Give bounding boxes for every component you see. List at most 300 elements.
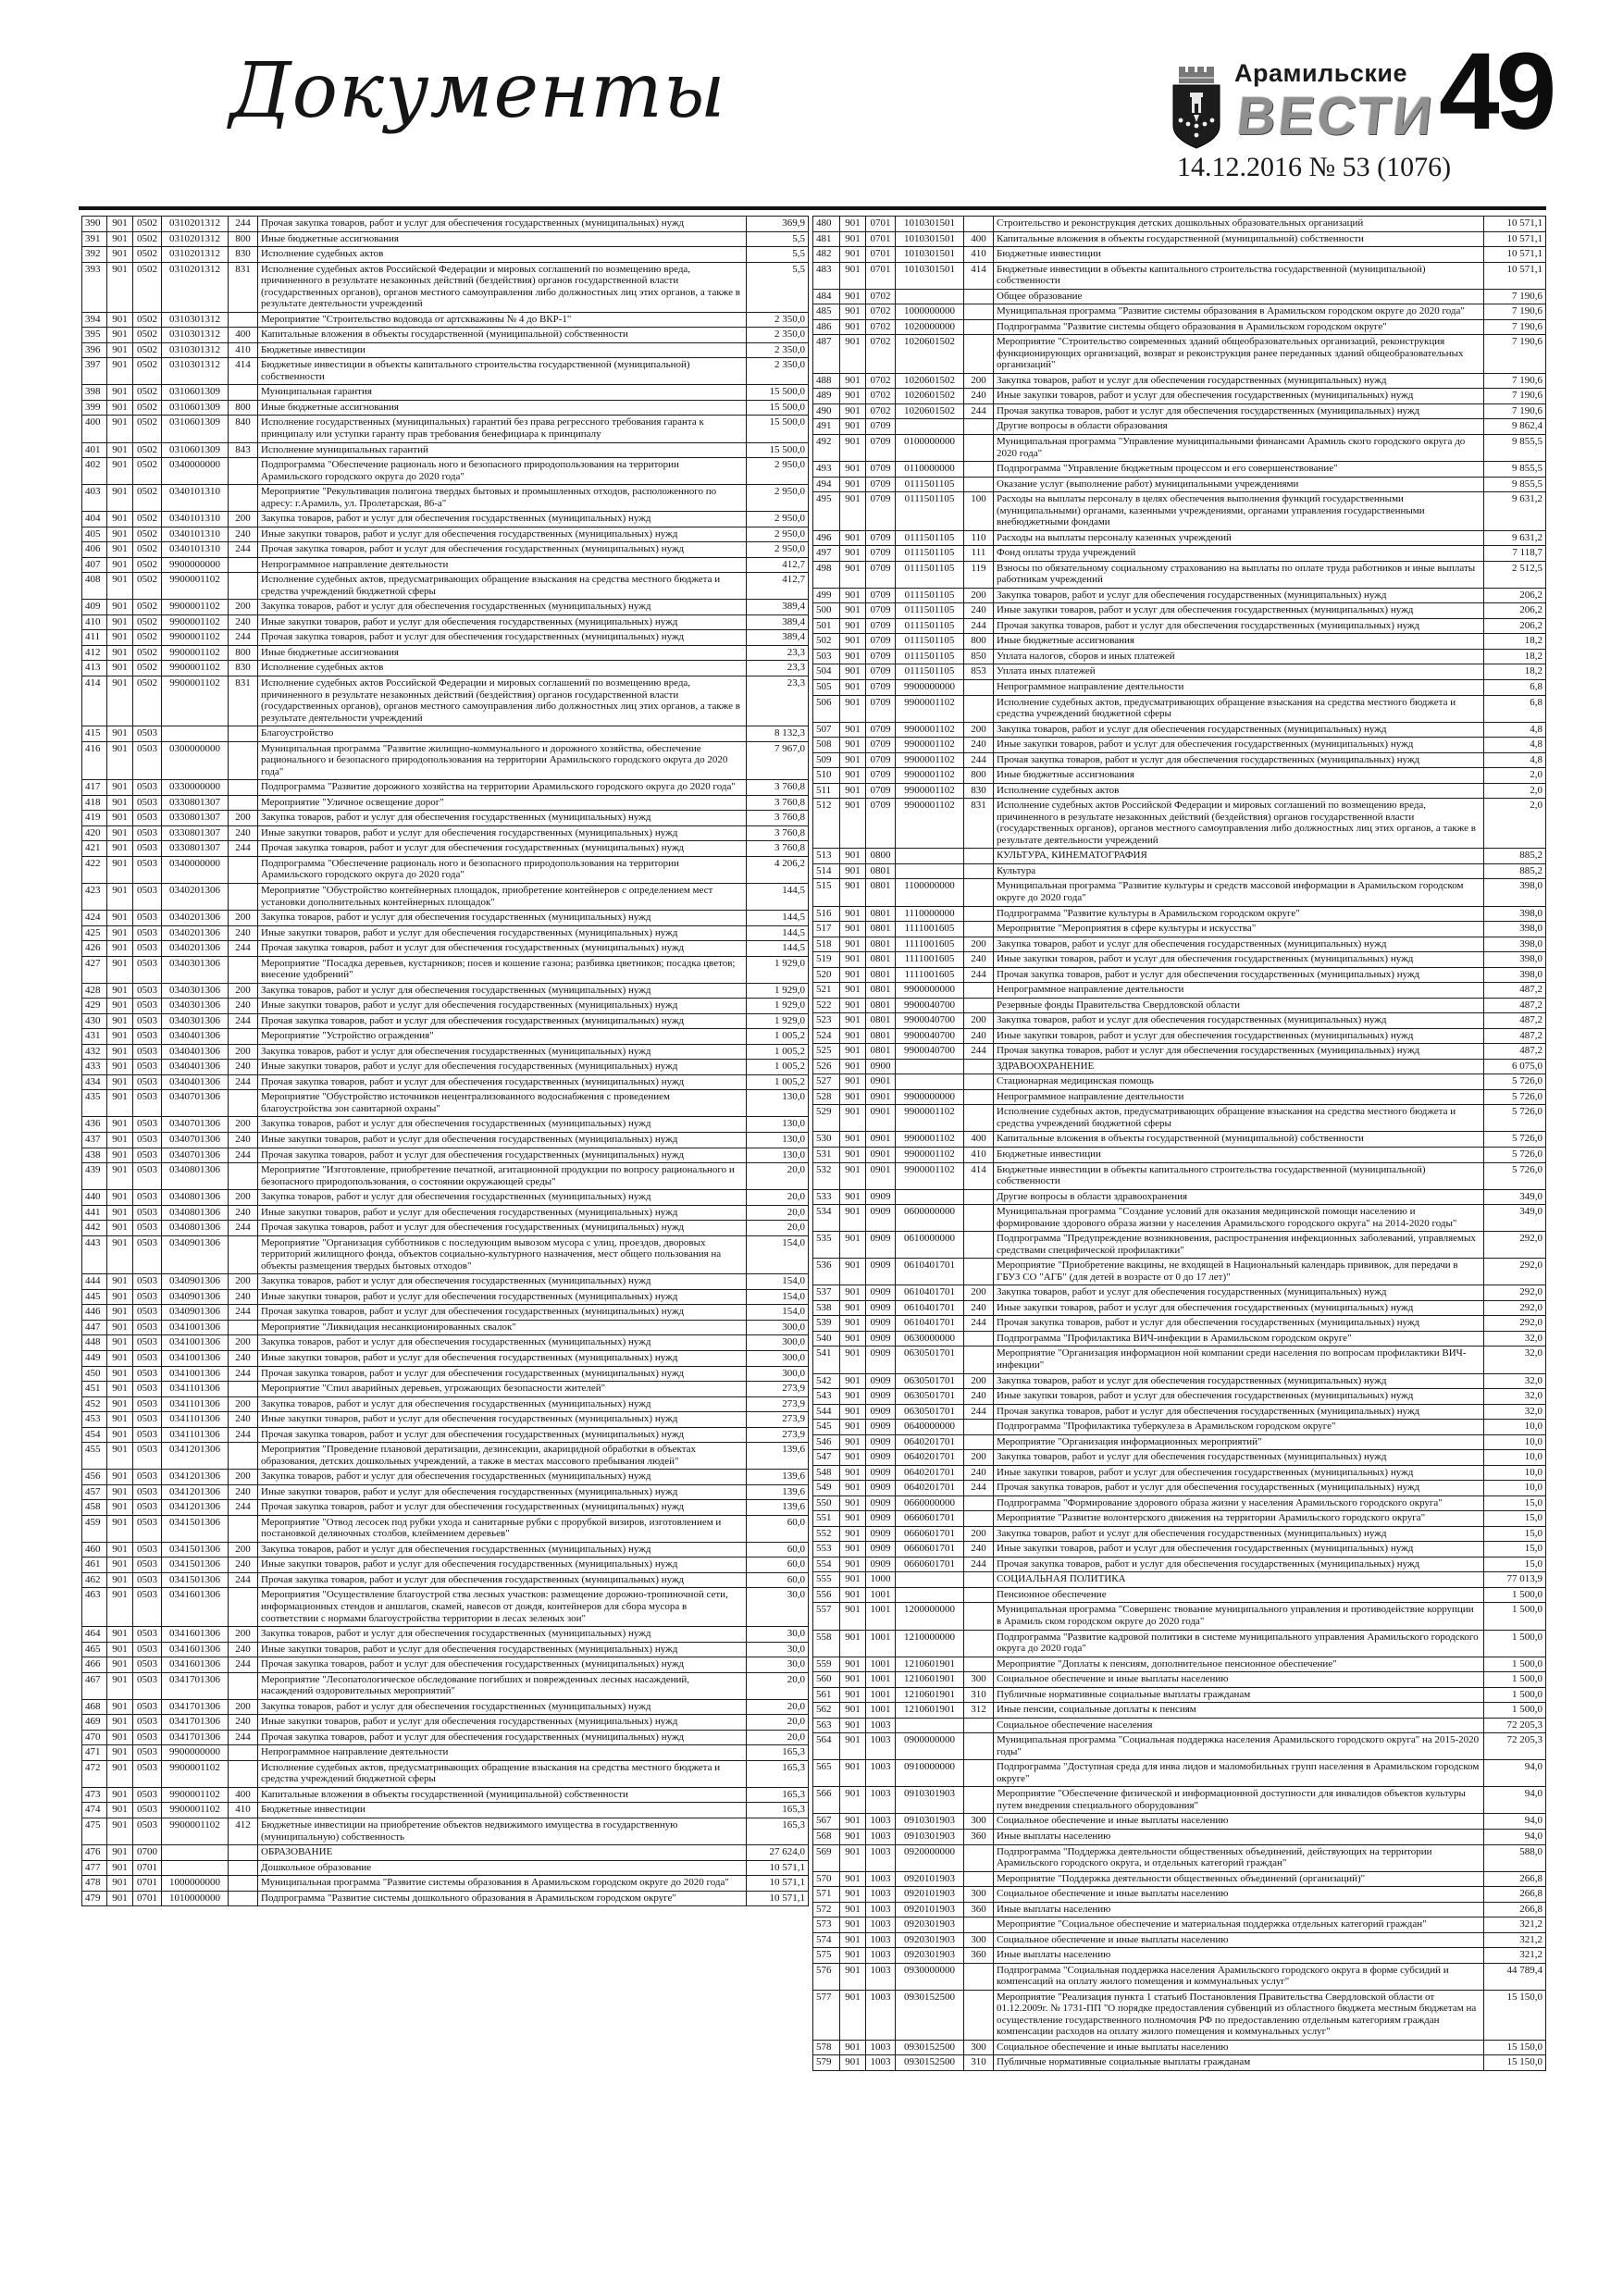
section-code-cell: 0503 bbox=[133, 1500, 162, 1516]
description-cell: Иные бюджетные ассигнования bbox=[258, 645, 747, 661]
amount-cell: 5,5 bbox=[747, 247, 809, 263]
row-number-cell: 425 bbox=[82, 925, 107, 941]
description-cell: Оказание услуг (выполнение работ) муниципальными учреждениями bbox=[994, 477, 1484, 492]
target-article-cell: 9900001102 bbox=[162, 614, 229, 630]
description-cell: Пенсионное обеспечение bbox=[994, 1587, 1484, 1603]
expense-type-cell: 200 bbox=[229, 1274, 258, 1290]
admin-code-cell: 901 bbox=[840, 1760, 866, 1787]
target-article-cell: 0610401701 bbox=[896, 1316, 964, 1332]
row-number-cell: 510 bbox=[813, 768, 840, 784]
section-code-cell: 0503 bbox=[133, 911, 162, 926]
description-cell: Закупка товаров, работ и услуг для обеспечения государственных (муниципальных) нужд bbox=[994, 937, 1484, 952]
section-code-cell: 0503 bbox=[133, 925, 162, 941]
section-code-cell: 0709 bbox=[866, 546, 896, 562]
target-article-cell: 9900040700 bbox=[896, 998, 964, 1013]
amount-cell: 15 500,0 bbox=[747, 416, 809, 442]
section-code-cell: 0503 bbox=[133, 1235, 162, 1274]
amount-cell: 3 760,8 bbox=[747, 795, 809, 811]
expense-type-cell: 244 bbox=[229, 1305, 258, 1321]
expense-type-cell: 831 bbox=[229, 676, 258, 726]
table-row bbox=[813, 952, 1546, 968]
target-article-cell: 0111501105 bbox=[896, 588, 964, 603]
description-cell: Прочая закупка товаров, работ и услуг для обеспечения государственных (муниципальных) нужд bbox=[994, 403, 1484, 419]
row-number-cell: 491 bbox=[813, 419, 840, 435]
table-row bbox=[813, 1603, 1546, 1630]
target-article-cell bbox=[896, 1587, 964, 1603]
admin-code-cell: 901 bbox=[840, 1434, 866, 1450]
row-number-cell: 500 bbox=[813, 603, 840, 619]
admin-code-cell: 901 bbox=[107, 983, 133, 999]
table-row bbox=[813, 1259, 1546, 1285]
section-code-cell: 0909 bbox=[866, 1316, 896, 1332]
row-number-cell: 401 bbox=[82, 442, 107, 458]
target-article-cell bbox=[896, 289, 964, 304]
amount-cell: 20,0 bbox=[747, 1205, 809, 1221]
table-row bbox=[813, 1481, 1546, 1496]
description-cell: Подпрограмма "Профилактика ВИЧ-инфекции в Арамильском городском округе" bbox=[994, 1331, 1484, 1347]
expense-type-cell: 240 bbox=[229, 527, 258, 542]
description-cell: Прочая закупка товаров, работ и услуг для обеспечения государственных (муниципальных) нужд bbox=[258, 1074, 747, 1090]
amount-cell: 9 862,4 bbox=[1484, 419, 1546, 435]
description-cell: Исполнение судебных актов, предусматривающих обращение взыскания на средства местного бюджета и средства учреждений бюджетной сферы bbox=[258, 573, 747, 600]
expense-type-cell: 200 bbox=[229, 512, 258, 527]
target-article-cell: 1020000000 bbox=[896, 319, 964, 335]
target-article-cell: 0340401306 bbox=[162, 1074, 229, 1090]
expense-type-cell bbox=[964, 1059, 994, 1074]
target-article-cell: 0340901306 bbox=[162, 1305, 229, 1321]
row-number-cell: 550 bbox=[813, 1496, 840, 1511]
expense-type-cell bbox=[229, 385, 258, 401]
expense-type-cell: 850 bbox=[964, 649, 994, 664]
table-row bbox=[813, 462, 1546, 478]
table-row bbox=[813, 1672, 1546, 1688]
table-row bbox=[813, 1373, 1546, 1389]
amount-cell: 130,0 bbox=[747, 1117, 809, 1133]
target-article-cell: 0340701306 bbox=[162, 1148, 229, 1163]
table-row bbox=[813, 768, 1546, 784]
target-article-cell: 0341201306 bbox=[162, 1470, 229, 1485]
target-article-cell bbox=[896, 863, 964, 879]
amount-cell: 20,0 bbox=[747, 1221, 809, 1236]
admin-code-cell: 901 bbox=[840, 1105, 866, 1132]
expense-type-cell: 200 bbox=[229, 1190, 258, 1206]
section-code-cell: 1003 bbox=[866, 1948, 896, 1964]
description-cell: Муниципальная программа "Развитие культуры и средств массовой информации в Арамильском городском округе до 2020 года" bbox=[994, 879, 1484, 906]
section-code-cell: 0909 bbox=[866, 1347, 896, 1373]
table-row bbox=[82, 1715, 809, 1731]
target-article-cell: 0330801307 bbox=[162, 841, 229, 857]
amount-cell: 2,0 bbox=[1484, 768, 1546, 784]
row-number-cell: 431 bbox=[82, 1029, 107, 1045]
row-number-cell: 490 bbox=[813, 403, 840, 419]
row-number-cell: 414 bbox=[82, 676, 107, 726]
admin-code-cell: 901 bbox=[107, 1803, 133, 1818]
target-article-cell: 0330000000 bbox=[162, 780, 229, 796]
section-code-cell: 0503 bbox=[133, 1427, 162, 1443]
description-cell: Мероприятие "Посадка деревьев, кустарников; посев и кошение газона; разбивка цветников; посадка цветов; внесение удобрений" bbox=[258, 956, 747, 983]
description-cell: Резервные фонды Правительства Свердловской области bbox=[994, 998, 1484, 1013]
section-code-cell: 0709 bbox=[866, 588, 896, 603]
table-row bbox=[813, 1917, 1546, 1933]
table-row bbox=[82, 983, 809, 999]
description-cell: Уплата иных платежей bbox=[994, 664, 1484, 680]
table-row bbox=[813, 1572, 1546, 1588]
target-article-cell: 0660601701 bbox=[896, 1542, 964, 1558]
row-number-cell: 533 bbox=[813, 1189, 840, 1205]
description-cell: Прочая закупка товаров, работ и услуг для обеспечения государственных (муниципальных) нужд bbox=[994, 618, 1484, 634]
section-code-cell: 0503 bbox=[133, 1787, 162, 1803]
admin-code-cell: 901 bbox=[107, 1221, 133, 1236]
target-article-cell: 0340201306 bbox=[162, 941, 229, 957]
target-article-cell: 0610401701 bbox=[896, 1285, 964, 1301]
admin-code-cell: 901 bbox=[107, 841, 133, 857]
row-number-cell: 407 bbox=[82, 557, 107, 573]
amount-cell: 154,0 bbox=[747, 1305, 809, 1321]
admin-code-cell: 901 bbox=[107, 1627, 133, 1643]
expense-type-cell bbox=[964, 1603, 994, 1630]
target-article-cell: 0341001306 bbox=[162, 1366, 229, 1382]
admin-code-cell: 901 bbox=[107, 1500, 133, 1516]
table-row bbox=[82, 1657, 809, 1673]
section-code-cell: 0909 bbox=[866, 1542, 896, 1558]
section-code-cell: 0709 bbox=[866, 618, 896, 634]
expense-type-cell bbox=[964, 906, 994, 922]
row-number-cell: 402 bbox=[82, 458, 107, 485]
expense-type-cell bbox=[964, 1105, 994, 1132]
section-code-cell: 0909 bbox=[866, 1465, 896, 1481]
row-number-cell: 517 bbox=[813, 922, 840, 937]
row-number-cell: 549 bbox=[813, 1481, 840, 1496]
table-row bbox=[82, 1542, 809, 1558]
expense-type-cell: 200 bbox=[229, 811, 258, 826]
target-article-cell bbox=[896, 1189, 964, 1205]
expense-type-cell: 200 bbox=[229, 1335, 258, 1351]
expense-type-cell bbox=[964, 1074, 994, 1090]
target-article-cell: 0310201312 bbox=[162, 247, 229, 263]
amount-cell: 266,8 bbox=[1484, 1871, 1546, 1887]
amount-cell: 3 760,8 bbox=[747, 780, 809, 796]
admin-code-cell: 901 bbox=[840, 1373, 866, 1389]
admin-code-cell: 901 bbox=[840, 998, 866, 1013]
expense-type-cell: 240 bbox=[964, 738, 994, 753]
expense-type-cell: 312 bbox=[964, 1703, 994, 1719]
row-number-cell: 411 bbox=[82, 630, 107, 646]
admin-code-cell: 901 bbox=[840, 952, 866, 968]
table-row bbox=[82, 1320, 809, 1335]
expense-type-cell: 240 bbox=[229, 1558, 258, 1573]
description-cell: Прочая закупка товаров, работ и услуг для обеспечения государственных (муниципальных) нужд bbox=[258, 542, 747, 558]
section-code-cell: 0503 bbox=[133, 1190, 162, 1206]
target-article-cell: 0310301312 bbox=[162, 358, 229, 385]
amount-cell: 144,5 bbox=[747, 911, 809, 926]
expense-type-cell: 310 bbox=[964, 1687, 994, 1703]
target-article-cell: 1010301501 bbox=[896, 231, 964, 247]
expense-type-cell: 244 bbox=[229, 1657, 258, 1673]
target-article-cell: 0310301312 bbox=[162, 342, 229, 358]
table-row bbox=[82, 1427, 809, 1443]
description-cell: Другие вопросы в области образования bbox=[994, 419, 1484, 435]
amount-cell: 30,0 bbox=[747, 1657, 809, 1673]
admin-code-cell: 901 bbox=[840, 335, 866, 374]
expense-type-cell: 410 bbox=[229, 342, 258, 358]
row-number-cell: 525 bbox=[813, 1044, 840, 1060]
description-cell: Закупка товаров, работ и услуг для обеспечения государственных (муниципальных) нужд bbox=[258, 811, 747, 826]
description-cell: Иные выплаты населению bbox=[994, 1948, 1484, 1964]
description-cell: Закупка товаров, работ и услуг для обеспечения государственных (муниципальных) нужд bbox=[258, 1274, 747, 1290]
row-number-cell: 555 bbox=[813, 1572, 840, 1588]
section-code-cell: 0502 bbox=[133, 217, 162, 232]
target-article-cell: 0330801307 bbox=[162, 825, 229, 841]
admin-code-cell: 901 bbox=[107, 416, 133, 442]
expense-type-cell: 244 bbox=[964, 1404, 994, 1420]
expense-type-cell bbox=[964, 462, 994, 478]
amount-cell: 60,0 bbox=[747, 1542, 809, 1558]
row-number-cell: 562 bbox=[813, 1703, 840, 1719]
admin-code-cell: 901 bbox=[840, 1481, 866, 1496]
description-cell: Исполнение судебных актов Российской Федерации и мировых соглашений по возмещению вреда, причиненного в результате незаконных действий (бездействия) органов государственной власти (государственных органов), органов местного самоуправления либо должностных лиц этих органов, а также в результате деятельности учреждений bbox=[258, 676, 747, 726]
description-cell: Социальное обеспечение и иные выплаты населению bbox=[994, 1932, 1484, 1948]
section-code-cell: 0709 bbox=[866, 492, 896, 531]
amount-cell: 2 950,0 bbox=[747, 527, 809, 542]
amount-cell: 23,3 bbox=[747, 676, 809, 726]
amount-cell: 7 190,6 bbox=[1484, 403, 1546, 419]
table-row bbox=[813, 1404, 1546, 1420]
row-number-cell: 519 bbox=[813, 952, 840, 968]
row-number-cell: 573 bbox=[813, 1917, 840, 1933]
amount-cell: 292,0 bbox=[1484, 1300, 1546, 1316]
table-row bbox=[813, 530, 1546, 546]
table-row bbox=[813, 1059, 1546, 1074]
table-row bbox=[813, 1948, 1546, 1964]
expense-type-cell bbox=[229, 780, 258, 796]
amount-cell: 2,0 bbox=[1484, 799, 1546, 849]
expense-type-cell: 240 bbox=[964, 1028, 994, 1044]
table-row bbox=[813, 1285, 1546, 1301]
table-row bbox=[82, 1803, 809, 1818]
amount-cell: 1 005,2 bbox=[747, 1060, 809, 1075]
amount-cell: 20,0 bbox=[747, 1715, 809, 1731]
table-row bbox=[813, 231, 1546, 247]
table-row bbox=[82, 630, 809, 646]
target-article-cell: 1010301501 bbox=[896, 262, 964, 289]
amount-cell: 10 571,1 bbox=[1484, 231, 1546, 247]
admin-code-cell: 901 bbox=[840, 1557, 866, 1572]
description-cell: Подпрограмма "Профилактика туберкулеза в Арамильском городском округе" bbox=[994, 1420, 1484, 1435]
row-number-cell: 417 bbox=[82, 780, 107, 796]
amount-cell: 10,0 bbox=[1484, 1434, 1546, 1450]
section-code-cell: 0701 bbox=[866, 231, 896, 247]
section-code-cell: 0502 bbox=[133, 458, 162, 485]
description-cell: Иные бюджетные ассигнования bbox=[258, 400, 747, 416]
target-article-cell: 0341601306 bbox=[162, 1588, 229, 1627]
admin-code-cell: 901 bbox=[107, 1572, 133, 1588]
admin-code-cell: 901 bbox=[840, 1404, 866, 1420]
row-number-cell: 557 bbox=[813, 1603, 840, 1630]
amount-cell: 10,0 bbox=[1484, 1450, 1546, 1466]
table-row bbox=[82, 676, 809, 726]
admin-code-cell: 901 bbox=[107, 1148, 133, 1163]
admin-code-cell: 901 bbox=[840, 530, 866, 546]
row-number-cell: 439 bbox=[82, 1163, 107, 1190]
section-code-cell: 0909 bbox=[866, 1205, 896, 1232]
expense-type-cell bbox=[964, 1572, 994, 1588]
admin-code-cell: 901 bbox=[840, 319, 866, 335]
section-code-cell: 0503 bbox=[133, 1305, 162, 1321]
table-row bbox=[82, 1787, 809, 1803]
amount-cell: 1 500,0 bbox=[1484, 1630, 1546, 1657]
section-code-cell: 0801 bbox=[866, 1028, 896, 1044]
section-code-cell: 0503 bbox=[133, 780, 162, 796]
table-row bbox=[813, 1162, 1546, 1189]
section-code-cell: 1003 bbox=[866, 2040, 896, 2055]
amount-cell: 144,5 bbox=[747, 925, 809, 941]
table-row bbox=[82, 512, 809, 527]
target-article-cell: 1100000000 bbox=[896, 879, 964, 906]
admin-code-cell: 901 bbox=[840, 231, 866, 247]
admin-code-cell: 901 bbox=[107, 741, 133, 780]
row-number-cell: 457 bbox=[82, 1484, 107, 1500]
expense-type-cell: 240 bbox=[964, 1465, 994, 1481]
table-row bbox=[82, 1500, 809, 1516]
description-cell: Закупка товаров, работ и услуг для обеспечения государственных (муниципальных) нужд bbox=[258, 1190, 747, 1206]
description-cell: Закупка товаров, работ и услуг для обеспечения государственных (муниципальных) нужд bbox=[258, 1335, 747, 1351]
table-row bbox=[813, 546, 1546, 562]
description-cell: Прочая закупка товаров, работ и услуг для обеспечения государственных (муниципальных) нужд bbox=[258, 1500, 747, 1516]
table-row bbox=[82, 442, 809, 458]
description-cell: Закупка товаров, работ и услуг для обеспечения государственных (муниципальных) нужд bbox=[994, 1285, 1484, 1301]
target-article-cell: 0111501105 bbox=[896, 561, 964, 588]
description-cell: Муниципальная программа "Развитие системы образования в Арамильском городском округе до 2020 года" bbox=[994, 304, 1484, 320]
admin-code-cell: 901 bbox=[840, 2040, 866, 2055]
target-article-cell: 1210601901 bbox=[896, 1687, 964, 1703]
amount-cell: 30,0 bbox=[747, 1588, 809, 1627]
section-code-cell: 0503 bbox=[133, 1117, 162, 1133]
amount-cell: 389,4 bbox=[747, 614, 809, 630]
expense-type-cell bbox=[229, 1320, 258, 1335]
target-article-cell: 9900001102 bbox=[162, 1803, 229, 1818]
target-article-cell: 0930000000 bbox=[896, 1963, 964, 1990]
target-article-cell: 1000000000 bbox=[162, 1876, 229, 1892]
expense-type-cell bbox=[229, 1163, 258, 1190]
section-code-cell: 0801 bbox=[866, 998, 896, 1013]
target-article-cell: 9900001102 bbox=[162, 573, 229, 600]
section-code-cell: 1003 bbox=[866, 1887, 896, 1903]
target-article-cell: 0660601701 bbox=[896, 1557, 964, 1572]
target-article-cell: 1111001605 bbox=[896, 967, 964, 983]
description-cell: Иные закупки товаров, работ и услуг для обеспечения государственных (муниципальных) нужд bbox=[258, 1484, 747, 1500]
table-row bbox=[82, 1412, 809, 1428]
expense-type-cell: 240 bbox=[229, 1350, 258, 1366]
section-code-cell: 0503 bbox=[133, 1760, 162, 1787]
table-row bbox=[813, 1932, 1546, 1948]
description-cell: Мероприятие "Доплаты к пенсиям, дополнительное пенсионное обеспечение" bbox=[994, 1657, 1484, 1672]
expense-type-cell bbox=[229, 726, 258, 742]
expense-type-cell: 240 bbox=[964, 1542, 994, 1558]
admin-code-cell: 901 bbox=[840, 1829, 866, 1844]
amount-cell: 300,0 bbox=[747, 1320, 809, 1335]
amount-cell: 3 760,8 bbox=[747, 811, 809, 826]
description-cell: Закупка товаров, работ и услуг для обеспечения государственных (муниципальных) нужд bbox=[258, 1396, 747, 1412]
description-cell: Исполнение муниципальных гарантий bbox=[258, 442, 747, 458]
admin-code-cell: 901 bbox=[840, 1044, 866, 1060]
expense-type-cell: 800 bbox=[229, 400, 258, 416]
target-article-cell: 9900001102 bbox=[896, 738, 964, 753]
table-row bbox=[82, 911, 809, 926]
description-cell: Подпрограмма "Развитие культуры в Арамильском городском округе" bbox=[994, 906, 1484, 922]
target-article-cell: 0310601309 bbox=[162, 442, 229, 458]
target-article-cell: 0920301903 bbox=[896, 1948, 964, 1964]
description-cell: Иные закупки товаров, работ и услуг для обеспечения государственных (муниципальных) нужд bbox=[258, 1350, 747, 1366]
admin-code-cell: 901 bbox=[107, 811, 133, 826]
section-code-cell: 0502 bbox=[133, 262, 162, 312]
amount-cell: 2 950,0 bbox=[747, 512, 809, 527]
description-cell: Бюджетные инвестиции в объекты капитального строительства государственной (муниципальной) собственности bbox=[258, 358, 747, 385]
table-row bbox=[813, 649, 1546, 664]
target-article-cell: 9900001102 bbox=[162, 1818, 229, 1844]
expense-type-cell bbox=[229, 741, 258, 780]
description-cell: КУЛЬТУРА, КИНЕМАТОГРАФИЯ bbox=[994, 849, 1484, 864]
row-number-cell: 493 bbox=[813, 462, 840, 478]
description-cell: Фонд оплаты труда учреждений bbox=[994, 546, 1484, 562]
table-row bbox=[813, 1132, 1546, 1148]
section-code-cell: 0503 bbox=[133, 1672, 162, 1699]
table-row bbox=[82, 1484, 809, 1500]
description-cell: Капитальные вложения в объекты государственной (муниципальной) собственности bbox=[258, 1787, 747, 1803]
amount-cell: 487,2 bbox=[1484, 998, 1546, 1013]
amount-cell: 7 190,6 bbox=[1484, 319, 1546, 335]
expense-type-cell: 200 bbox=[229, 983, 258, 999]
description-cell: Иные выплаты населению bbox=[994, 1902, 1484, 1917]
row-number-cell: 430 bbox=[82, 1013, 107, 1029]
description-cell: Исполнение судебных актов, предусматривающих обращение взыскания на средства местного бюджета и средства учреждений бюджетной сферы bbox=[258, 1760, 747, 1787]
description-cell: Мероприятие "Строительство современных зданий общеобразовательных организаций, реконструкция функционирующих организаций, возврат и реконструкция ранее переданных зданий общеобразовательных организаций" bbox=[994, 335, 1484, 374]
row-number-cell: 488 bbox=[813, 373, 840, 389]
admin-code-cell: 901 bbox=[107, 573, 133, 600]
expense-type-cell: 240 bbox=[229, 1133, 258, 1148]
target-article-cell: 0341101306 bbox=[162, 1396, 229, 1412]
table-row bbox=[82, 795, 809, 811]
amount-cell: 398,0 bbox=[1484, 922, 1546, 937]
admin-code-cell: 901 bbox=[840, 1205, 866, 1232]
row-number-cell: 416 bbox=[82, 741, 107, 780]
expense-type-cell bbox=[229, 1588, 258, 1627]
section-code-cell: 0503 bbox=[133, 1382, 162, 1397]
table-row bbox=[813, 1389, 1546, 1405]
target-article-cell: 0640000000 bbox=[896, 1420, 964, 1435]
description-cell: Прочая закупка товаров, работ и услуг для обеспечения государственных (муниципальных) нужд bbox=[994, 1557, 1484, 1572]
target-article-cell: 0910000000 bbox=[896, 1760, 964, 1787]
target-article-cell: 0111501105 bbox=[896, 603, 964, 619]
section-code-cell: 0801 bbox=[866, 983, 896, 999]
expense-type-cell bbox=[229, 1860, 258, 1876]
description-cell: Иные бюджетные ассигнования bbox=[994, 634, 1484, 650]
admin-code-cell: 901 bbox=[107, 512, 133, 527]
expense-type-cell bbox=[964, 319, 994, 335]
section-code-cell: 0503 bbox=[133, 1412, 162, 1428]
admin-code-cell: 901 bbox=[107, 726, 133, 742]
target-article-cell: 0660601701 bbox=[896, 1511, 964, 1527]
section-code-cell: 0503 bbox=[133, 1074, 162, 1090]
expense-type-cell bbox=[964, 1511, 994, 1527]
expense-type-cell: 830 bbox=[964, 783, 994, 799]
row-number-cell: 532 bbox=[813, 1162, 840, 1189]
row-number-cell: 564 bbox=[813, 1733, 840, 1760]
amount-cell: 15,0 bbox=[1484, 1557, 1546, 1572]
section-code-cell: 0503 bbox=[133, 1470, 162, 1485]
expense-type-cell: 240 bbox=[229, 1484, 258, 1500]
target-article-cell bbox=[896, 1572, 964, 1588]
admin-code-cell: 901 bbox=[107, 1642, 133, 1657]
